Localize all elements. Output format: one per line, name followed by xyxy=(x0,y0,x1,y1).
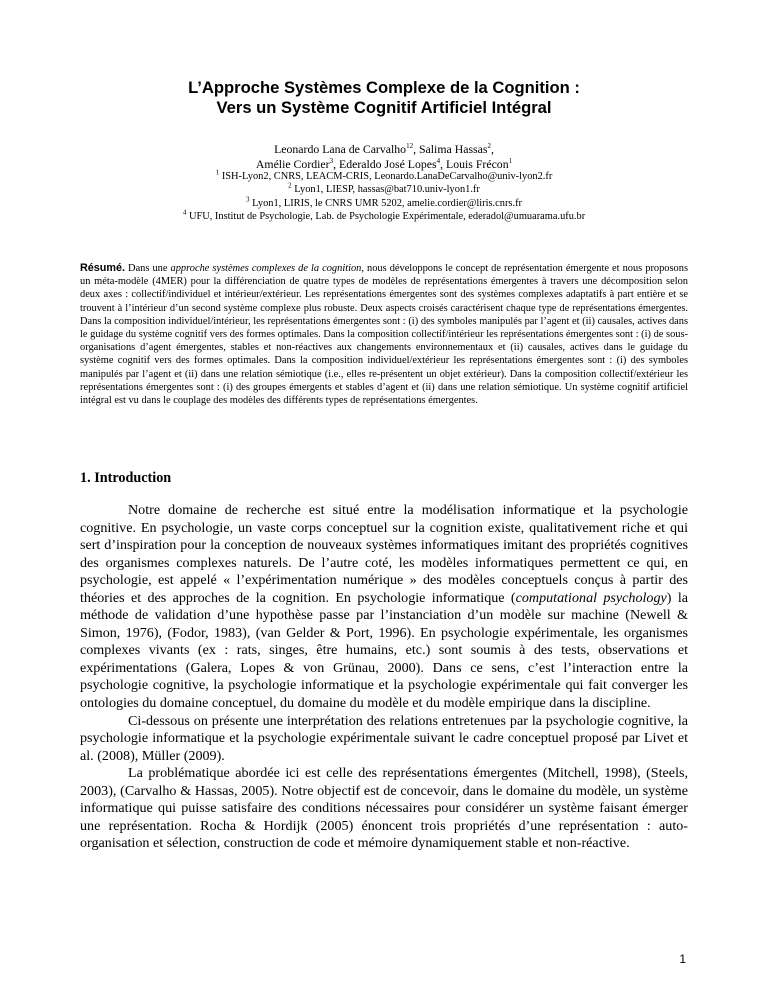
paragraph: La problématique abordée ici est celle des représentations émergentes (Mitchell, 1998), (Steels, 2003), (Carvalho & Hassas, 2005). Notre objectif est de concevoir, dans le domaine du modèle, un système informatique qui puisse satisfaire des conditions nécessaires pour considérer un système faisant émerger une représentation. Rocha & Hordijk (2005) énoncent trois propriétés d’une représentation : auto-organisation et sélection, construction de code et mémoire dynamiquement stable et non-réactive. xyxy=(80,765,688,852)
author-name: , Ederaldo José Lopes xyxy=(333,156,437,171)
affiliation-text: UFU, Institut de Psychologie, Lab. de Psychologie Expérimentale, ederadol@umuarama.ufu.br xyxy=(188,210,586,222)
author-affil-ref: 4 xyxy=(436,156,441,165)
title-line-2: Vers un Système Cognitif Artificiel Intégral xyxy=(216,98,552,117)
section-heading: 1. Introduction xyxy=(80,470,172,486)
affiliation-text: Lyon1, LIRIS, le CNRS UMR 5202, amelie.cordier@liris.cnrs.fr xyxy=(252,197,522,209)
affiliation xyxy=(0,210,768,223)
abstract-text: Dans une xyxy=(125,263,171,274)
affiliation-number: 4 xyxy=(182,208,187,217)
author-affil-ref: 12 xyxy=(406,142,414,151)
paragraph: Ci-dessous on présente une interprétation des relations entretenues par la psychologie cognitive, la psychologie informatique et la psychologie expérimentale suivant le cadre conceptuel proposé par Livet et al. (2008), Müller (2009). xyxy=(80,712,688,764)
paragraph-text: Notre domaine de recherche est situé entre la modélisation informatique et la psychologie cognitive. En psychologie, un vaste corps conceptuel sur la cognition existe, qualitativement riche et qui sert d’inspiration pour la conception de nouveaux systèmes informatiques imitant des propriétés cognitives des organismes complexes naturels. De l’autre coté, les modèles informatiques permettent ce qui, en psychologie, est appelé « l’expérimentation numérique » des modèles conceptuels conçus à partir des théories et des approches de la cognition. En psychologie informatique ( xyxy=(80,502,688,606)
author-affil-ref: 1 xyxy=(508,156,513,165)
section-body xyxy=(80,502,688,853)
page-number: 1 xyxy=(679,952,686,966)
affiliation-number: 2 xyxy=(288,181,292,190)
paragraph xyxy=(80,502,688,713)
affiliation-list xyxy=(0,170,768,223)
author-name: , Salima Hassas xyxy=(413,142,488,156)
abstract-text: , nous développons le concept de représentation émergente et nous proposons un méta-modèle (4MER) pour la différenciation de quatre types de modèles de représentations émergentes à travers une décomposition selon deux axes : collectif/individuel et intérieur/extérieur. Les représentations émergentes sont des systèmes complexes adaptatifs à part entière et se trouvent à l’intérieur d’un second système complexe plus robuste. Deux aspects croisés caractérisent chaque type de représentations émergentes. Dans la composition individuel/intérieur, les représentations émergentes sont : (i) des symboles manipulés par l’agent et (ii) causales, actives dans le guidage du système cognitif vers des formes optimales. Dans la composition collectif/intérieur les représentations émergentes sont : (i) de sous-organisations d’agent émergentes, stables et non-réactives aux changements environnementaux et (ii) causales, actives dans le guidage du système cognitif vers des formes optimales. Dans la composition individuel/extérieur les représentations émergentes sont : (i) des symboles manipulés par l’agent et (ii) dans une relation sémiotique (i.e., elles re-présentent un objet extérieur). Dans la composition collectif/extérieur les représentations émergentes sont : (i) des groupes émergents et stables d’agent et (ii) dans une relation sémiotique. Un système cognitif artificiel intégral est vu dans le couplage des modèles des différents types de représentations émergentes. xyxy=(80,263,688,407)
author-affil-ref: 3 xyxy=(329,156,334,165)
title-line-1: L’Approche Systèmes Complexe de la Cognition : xyxy=(188,78,580,97)
abstract xyxy=(80,262,688,407)
author-list xyxy=(0,142,768,171)
affiliation-number: 3 xyxy=(246,195,250,204)
affiliation xyxy=(0,183,768,196)
author-separator: , xyxy=(490,142,494,156)
author-name: Leonardo Lana de Carvalho xyxy=(274,142,407,156)
paragraph-emphasis: computational psychology xyxy=(515,589,667,606)
affiliation-text: ISH-Lyon2, CNRS, LEACM-CRIS, Leonardo.LanaDeCarvalho@univ-lyon2.fr xyxy=(221,171,553,182)
abstract-emphasis: approche systèmes complexes de la cognition xyxy=(170,263,362,274)
abstract-label: Résumé. xyxy=(80,262,126,274)
authors-line-2 xyxy=(0,157,768,172)
author-name: , Louis Frécon xyxy=(440,156,509,171)
affiliation xyxy=(0,197,768,210)
affiliation xyxy=(0,170,768,183)
affiliation-number: 1 xyxy=(215,168,220,177)
author-name: Amélie Cordier xyxy=(255,156,330,171)
authors-line-1 xyxy=(0,142,768,157)
author-affil-ref: 2 xyxy=(487,142,491,151)
affiliation-text: Lyon1, LIESP, hassas@bat710.univ-lyon1.fr xyxy=(294,184,480,196)
paper-title xyxy=(0,78,768,118)
paragraph-text: ) la méthode de validation d’une hypothèse passe par l’instanciation d’un modèle sur machine (Newell & Simon, 1976), (Fodor, 1983), (van Gelder & Port, 1996). En psychologie expérimentale, les organismes complexes vivants (ex : rats, singes, être humains, etc.) sont soumis à des tests, observations et expérimentations (Galera, Lopes & von Grünau, 2000). Dans ce sens, c’est l’interaction entre la psychologie cognitive, la psychologie informatique et la psychologie expérimentale qui fait converger les ontologies du domaine conceptuel, du domaine du modèle et du modèle empirique dans la discipline. xyxy=(80,589,688,712)
